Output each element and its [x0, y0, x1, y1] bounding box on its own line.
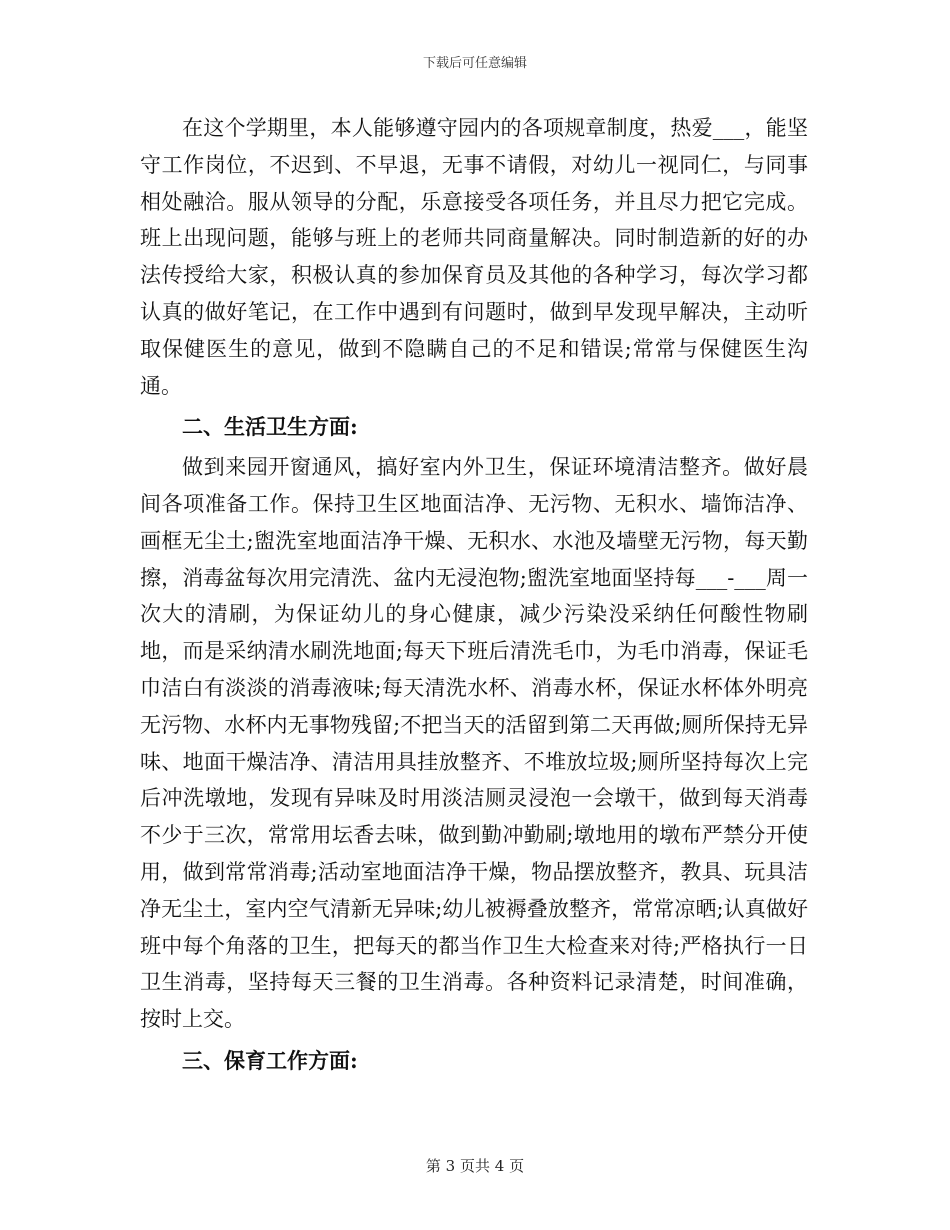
- section-heading-hygiene: 二、生活卫生方面:: [182, 414, 358, 440]
- document-body: [140, 110, 808, 1080]
- paragraph-work-attitude: 在这个学期里，本人能够遵守园内的各项规章制度，热爱___，能坚守工作岗位，不迟到、不早退，无事不请假，对幼儿一视同仁，与同事相处融洽。服从领导的分配，乐意接受各项任务，并且尽力把它完成。班上出现问题，能够与班上的老师共同商量解决。同时制造新的好的办法传授给大家，积极认真的参加保育员及其他的各种学习，每次学习都认真的做好笔记，在工作中遇到有问题时，做到早发现早解决，主动听取保健医生的意见，做到不隐瞒自己的不足和错误;常常与保健医生沟通。: [140, 116, 808, 398]
- page-footer: 第 3 页共 4 页: [425, 1157, 525, 1175]
- section-heading-care-work: 三、保育工作方面:: [182, 1047, 358, 1073]
- page-header: 下载后可任意编辑: [422, 56, 527, 71]
- paragraph-hygiene: 做到来园开窗通风，搞好室内外卫生，保证环境清洁整齐。做好晨间各项准备工作。保持卫生区地面洁净、无污物、无积水、墙饰洁净、画框无尘土;盥洗室地面洁净干燥、无积水、水池及墙壁无污物，每天勤擦，消毒盆每次用完清洗、盆内无浸泡物;盥洗室地面坚持每___-___周一次大的清刷，为保证幼儿的身心健康，减少污染没采纳任何酸性物刷地，而是采纳清水刷洗地面;每天下班后清洗毛巾，为毛巾消毒，保证毛巾洁白有淡淡的消毒液味;每天清洗水杯、消毒水杯，保证水杯体外明亮无污物、水杯内无事物残留;不把当天的活留到第二天再做;厕所保持无异味、地面干燥洁净、清洁用具挂放整齐、不堆放垃圾;厕所坚持每次上完后冲洗墩地，发现有异味及时用淡洁厕灵浸泡一会墩干，做到每天消毒不少于三次，常常用坛香去味，做到勤冲勤刷;墩地用的墩布严禁分开使用，做到常常消毒;活动室地面洁净干燥，物品摆放整齐，教具、玩具洁净无尘土，室内空气清新无异味;幼儿被褥叠放整齐，常常凉晒;认真做好班中每个角落的卫生，把每天的都当作卫生大检查来对待;严格执行一日卫生消毒，坚持每天三餐的卫生消毒。各种资料记录清楚，时间准确，按时上交。: [140, 455, 808, 1032]
